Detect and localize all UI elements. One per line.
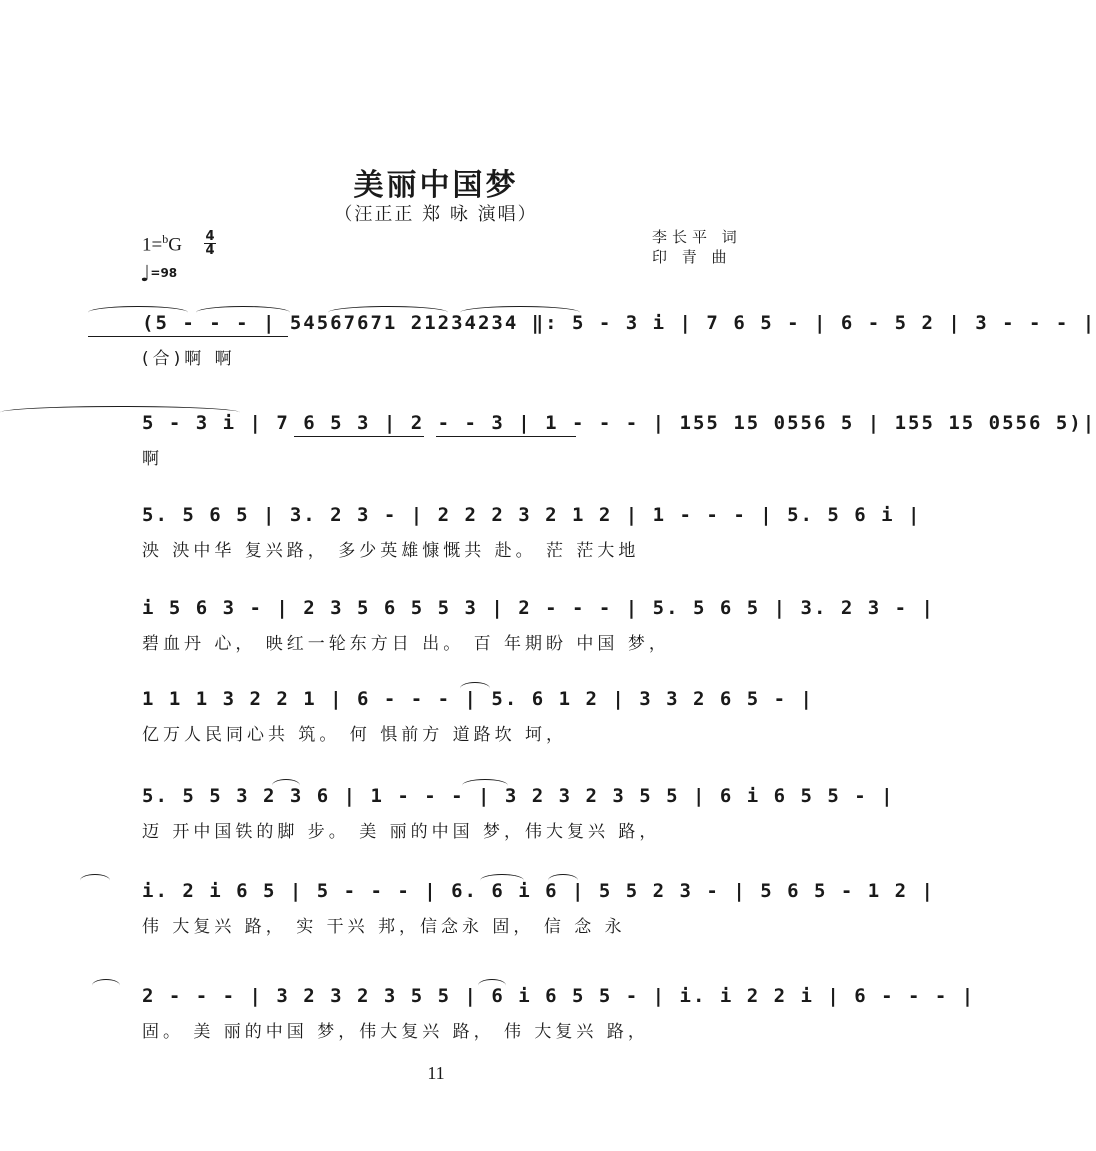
performers: （汪正正 郑 咏 演唱） bbox=[334, 204, 538, 225]
lyric-line: 迈 开中国铁的脚 步。 美 丽的中国 梦，伟大复兴 路， bbox=[142, 822, 661, 842]
slur bbox=[460, 306, 580, 319]
slur bbox=[462, 779, 508, 792]
notation-line: 2 - - - | 3 2 3 2 3 5 5 | 6 i 6 5 5 - | i. i 2 2 i | 6 - - - | bbox=[142, 985, 976, 1007]
lyric-line: 泱 泱中华 复兴路， 多少英雄慷慨共 赴。 茫 茫大地 bbox=[142, 541, 640, 561]
time-signature bbox=[202, 230, 218, 257]
slur bbox=[478, 979, 506, 992]
tempo-marking bbox=[140, 262, 177, 287]
flat-icon: b bbox=[162, 232, 169, 246]
notation-line: 5. 5 5 3 2 3 6 | 1 - - - | 3 2 3 2 3 5 5 | 6 i 6 5 5 - | bbox=[142, 785, 895, 807]
slur bbox=[328, 306, 448, 319]
quarter-note-icon: ♩ bbox=[140, 262, 151, 287]
notation-line: (5 - - - | 54567671 21234234 ‖: 5 - 3 i | 7 6 5 - | 6 - 5 2 | 3 - - - | bbox=[142, 312, 1096, 334]
time-sig-bottom: 4 bbox=[205, 243, 215, 258]
slur bbox=[460, 682, 490, 695]
lyric-line: 碧血丹 心， 映红一轮东方日 出。 百 年期盼 中国 梦， bbox=[142, 634, 670, 654]
tempo-value: =98 bbox=[150, 266, 178, 280]
slur bbox=[480, 874, 524, 887]
beam-line bbox=[436, 436, 576, 437]
notation-line: 1 1 1 3 2 2 1 | 6 - - - | 5. 6 1 2 | 3 3 2 6 5 - | bbox=[142, 688, 814, 710]
beam-line bbox=[294, 436, 424, 437]
lyric-line: 固。 美 丽的中国 梦，伟大复兴 路， 伟 大复兴 路， bbox=[142, 1022, 649, 1042]
beam-line bbox=[88, 336, 288, 337]
lyric-line: (合)啊 啊 bbox=[142, 349, 236, 369]
page-number: 11 bbox=[427, 1063, 445, 1083]
slur bbox=[80, 874, 110, 887]
slur bbox=[92, 979, 120, 992]
slur bbox=[196, 306, 290, 319]
song-title: 美丽中国梦 bbox=[353, 168, 519, 203]
composer-credit: 印 青 曲 bbox=[652, 248, 732, 266]
key-prefix: 1= bbox=[142, 234, 163, 256]
slur bbox=[0, 406, 240, 419]
notation-line: 5. 5 6 5 | 3. 2 3 - | 2 2 2 3 2 1 2 | 1 - - - | 5. 5 6 i | bbox=[142, 504, 922, 526]
notation-line: i. 2 i 6 5 | 5 - - - | 6. 6 i 6 | 5 5 2 3 - | 5 6 5 - 1 2 | bbox=[142, 880, 935, 902]
lyricist-credit: 李长平 词 bbox=[652, 228, 742, 246]
slur bbox=[88, 306, 188, 319]
lyric-line: 伟 大复兴 路， 实 干兴 邦，信念永 固， 信 念 永 bbox=[142, 917, 626, 937]
slur bbox=[548, 874, 578, 887]
key-signature bbox=[142, 232, 182, 256]
time-sig-top: 4 bbox=[205, 229, 215, 244]
lyric-line: 亿万人民同心共 筑。 何 惧前方 道路坎 坷， bbox=[142, 725, 568, 745]
key-note: G bbox=[168, 234, 182, 256]
lyric-line: 啊 bbox=[142, 449, 163, 469]
notation-line: 5 - 3 i | 7 6 5 3 | 2 - - 3 | 1 - - - | 155 15 0556 5 | 155 15 0556 5)| bbox=[142, 412, 1096, 434]
slur bbox=[272, 779, 300, 792]
notation-line: i 5 6 3 - | 2 3 5 6 5 5 3 | 2 - - - | 5. 5 6 5 | 3. 2 3 - | bbox=[142, 597, 935, 619]
